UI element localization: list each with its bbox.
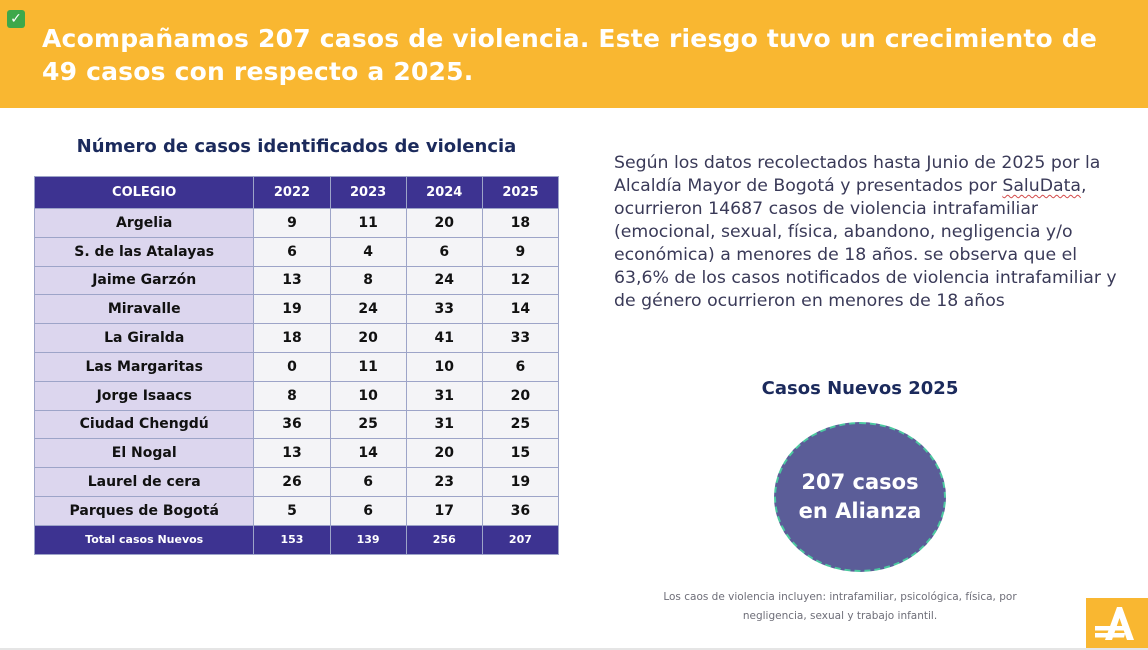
cases-cell: 6 (330, 468, 406, 497)
cases-cell: 0 (254, 352, 330, 381)
cases-table (34, 176, 559, 555)
cases-cell: 20 (482, 381, 558, 410)
cases-cell: 5 (254, 496, 330, 525)
cases-cell: 14 (482, 295, 558, 324)
cases-cell: 26 (254, 468, 330, 497)
cases-cell: 6 (482, 352, 558, 381)
cases-cell: 19 (254, 295, 330, 324)
cases-cell: 12 (482, 266, 558, 295)
saludata-link-text: SaluData (1002, 176, 1081, 196)
cases-cell: 31 (406, 381, 482, 410)
cases-cell: 31 (406, 410, 482, 439)
cases-cell: 8 (330, 266, 406, 295)
cases-cell: 18 (254, 324, 330, 353)
school-name-cell: Parques de Bogotá (35, 496, 254, 525)
description-part-2: , ocurrieron 14687 casos de violencia intrafamiliar (emocional, sexual, física, abandono, negligencia y/o económica) a menores de 18 años. se observa que el 63,6% de los casos notificados de violencia intrafamiliar y de género ocurrieron en menores de 18 años (614, 176, 1117, 311)
school-name-cell: Miravalle (35, 295, 254, 324)
cases-cell: 4 (330, 237, 406, 266)
cases-cell: 13 (254, 266, 330, 295)
new-cases-circle (774, 422, 946, 572)
total-cell: 153 (254, 525, 330, 554)
cases-cell: 10 (406, 352, 482, 381)
cases-cell: 15 (482, 439, 558, 468)
new-cases-circle-text: 207 casos en Alianza (798, 470, 922, 523)
alianza-logo (1086, 598, 1148, 650)
total-cell: 139 (330, 525, 406, 554)
description-part-1: Según los datos recolectados hasta Junio de 2025 por la Alcaldía Mayor de Bogotá y presentados por (614, 153, 1101, 196)
school-name-cell: Jorge Isaacs (35, 381, 254, 410)
cases-cell: 24 (330, 295, 406, 324)
description-text (614, 152, 1134, 313)
table-row (35, 496, 559, 525)
total-cell: 207 (482, 525, 558, 554)
cases-cell: 36 (482, 496, 558, 525)
table-row (35, 324, 559, 353)
cases-cell: 9 (482, 237, 558, 266)
table-row (35, 381, 559, 410)
cases-cell: 25 (482, 410, 558, 439)
cases-cell: 20 (406, 439, 482, 468)
school-name-cell: El Nogal (35, 439, 254, 468)
school-name-cell: Las Margaritas (35, 352, 254, 381)
cases-cell: 25 (330, 410, 406, 439)
table-row (35, 352, 559, 381)
table-row (35, 468, 559, 497)
cases-cell: 14 (330, 439, 406, 468)
school-name-cell: La Giralda (35, 324, 254, 353)
total-cell: 256 (406, 525, 482, 554)
total-label: Total casos Nuevos (35, 525, 254, 554)
cases-cell: 6 (254, 237, 330, 266)
check-mark-icon: ✓ (7, 10, 25, 28)
table-row (35, 410, 559, 439)
school-name-cell: Ciudad Chengdú (35, 410, 254, 439)
school-name-cell: S. de las Atalayas (35, 237, 254, 266)
cases-cell: 20 (406, 209, 482, 238)
table-header-row (35, 177, 559, 209)
new-cases-title: Casos Nuevos 2025 (761, 378, 959, 399)
cases-cell: 10 (330, 381, 406, 410)
cases-cell: 24 (406, 266, 482, 295)
table-row (35, 439, 559, 468)
header-cell: 2022 (254, 177, 330, 209)
table-row (35, 266, 559, 295)
header-cell: 2025 (482, 177, 558, 209)
total-row (35, 525, 559, 554)
cases-cell: 33 (406, 295, 482, 324)
table-row (35, 209, 559, 238)
cases-cell: 11 (330, 209, 406, 238)
header-cell: 2023 (330, 177, 406, 209)
school-name-cell: Argelia (35, 209, 254, 238)
alianza-logo-icon (1095, 604, 1139, 644)
cases-cell: 13 (254, 439, 330, 468)
cases-cell: 36 (254, 410, 330, 439)
cases-cell: 19 (482, 468, 558, 497)
header-cell: 2024 (406, 177, 482, 209)
cases-cell: 33 (482, 324, 558, 353)
school-name-cell: Jaime Garzón (35, 266, 254, 295)
table-row (35, 295, 559, 324)
cases-cell: 23 (406, 468, 482, 497)
cases-cell: 9 (254, 209, 330, 238)
cases-cell: 18 (482, 209, 558, 238)
table-row (35, 237, 559, 266)
cases-cell: 17 (406, 496, 482, 525)
cases-cell: 41 (406, 324, 482, 353)
cases-cell: 6 (330, 496, 406, 525)
footnote: Los caos de violencia incluyen: intrafamiliar, psicológica, física, por negligencia, sexual y trabajo infantil. (663, 591, 1017, 622)
cases-cell: 8 (254, 381, 330, 410)
school-name-cell: Laurel de cera (35, 468, 254, 497)
cases-cell: 6 (406, 237, 482, 266)
header-banner (0, 0, 1148, 108)
cases-cell: 11 (330, 352, 406, 381)
header-cell: COLEGIO (35, 177, 254, 209)
cases-cell: 20 (330, 324, 406, 353)
banner-title: Acompañamos 207 casos de violencia. Este riesgo tuvo un crecimiento de 49 casos con respecto a 2025. (42, 24, 1098, 86)
table-title: Número de casos identificados de violencia (76, 136, 517, 157)
